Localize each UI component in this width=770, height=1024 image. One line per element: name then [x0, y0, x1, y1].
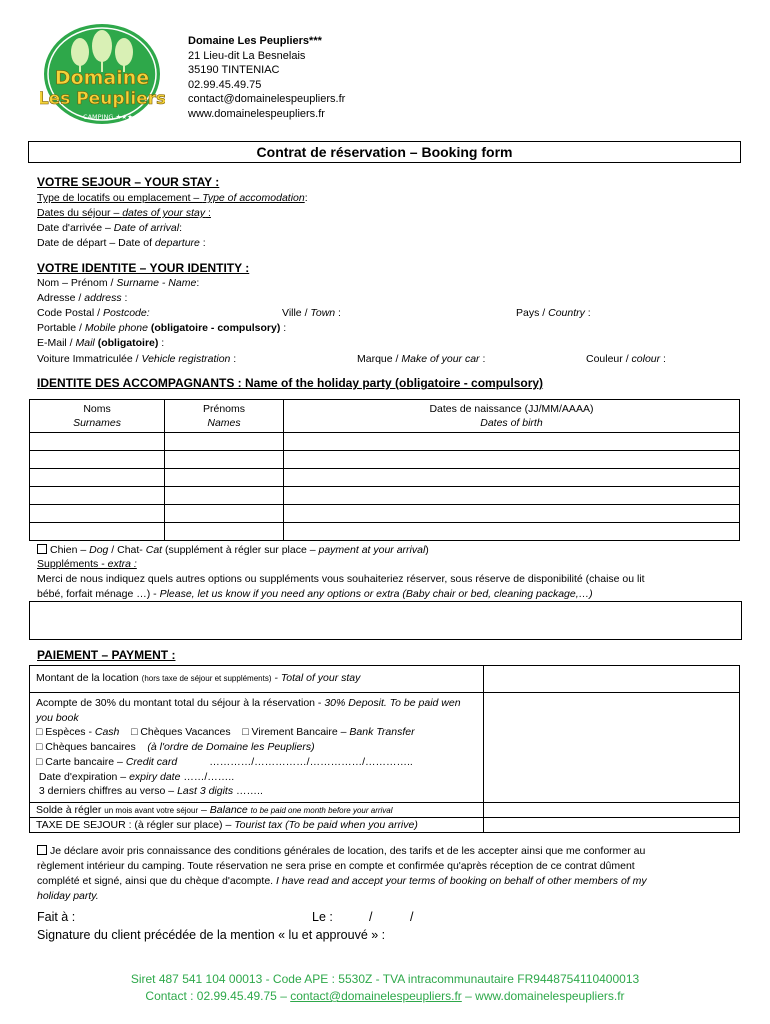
stay-heading: VOTRE SEJOUR – YOUR STAY : — [37, 175, 220, 189]
table-row[interactable] — [30, 433, 740, 451]
cell[interactable] — [30, 523, 165, 541]
town-field[interactable]: Ville / Town : — [282, 307, 341, 319]
mail-required: (obligatoire) — [97, 337, 159, 349]
rent-label — [30, 666, 484, 693]
declaration-text-2: règlement intérieur du camping. Toute réservation ne sera prise en compte et confirmée qu'après réception de ce contrat dûment — [37, 860, 635, 872]
cell[interactable] — [283, 433, 739, 451]
table-row[interactable] — [30, 469, 740, 487]
col-names-en: Names — [207, 417, 241, 429]
deposit-label-fr: Acompte de 30% du montant total du séjour à la réservation - — [36, 697, 325, 709]
address-line-1: 21 Lieu-dit La Besnelais — [188, 49, 306, 62]
pets-text-en: payment at your arrival — [318, 544, 426, 556]
declaration-line-3 — [37, 874, 647, 889]
car-make-field[interactable]: Marque / Make of your car : — [357, 353, 486, 365]
accommodation-type-field[interactable]: Type de locatifs ou emplacement – Type of accomodation: — [37, 192, 308, 204]
departure-label-en: departure — [154, 237, 200, 249]
balance-label-en: – Balance — [198, 803, 251, 816]
date-slash-1: / — [369, 910, 373, 924]
phone: 02.99.45.49.75 — [188, 78, 262, 91]
type-label-en: Type of accomodation — [202, 192, 305, 204]
digits-label-en: Last 3 digits — [177, 785, 234, 798]
vacances-option[interactable]: □ Chèques Vacances — [131, 726, 231, 739]
digits-field[interactable] — [36, 784, 477, 799]
expiry-label-en: expiry date — [129, 770, 181, 783]
declaration-line-1 — [37, 844, 647, 859]
form-title: Contrat de réservation – Booking form — [28, 141, 741, 163]
email-field[interactable]: E-Mail / Mail (obligatoire) : — [37, 337, 165, 349]
deposit-line — [36, 696, 477, 725]
payment-methods-row — [36, 725, 477, 740]
payment-heading: PAIEMENT – PAYMENT : — [37, 648, 176, 662]
card-label-fr: Carte bancaire – — [45, 755, 126, 768]
cell[interactable] — [165, 523, 284, 541]
declaration-text-3-fr: complété et signé, ainsi que du chèque d'acompte. — [37, 875, 276, 887]
postcode-label-en: Postcode: — [102, 307, 150, 319]
cash-label-en: Cash — [94, 726, 120, 739]
dates-label-fr: Dates du séjour – — [37, 207, 123, 219]
contact-block — [188, 34, 345, 121]
arrival-label-en: Date of arrival — [113, 222, 180, 234]
website[interactable]: www.domainelespeupliers.fr — [188, 107, 325, 120]
digits-dots: …….. — [233, 785, 263, 798]
extras-label-en: extra : — [107, 558, 137, 570]
cell[interactable] — [165, 487, 284, 505]
tax-label-fr: TAXE DE SEJOUR : (à régler sur place) – — [36, 818, 235, 831]
pets-text-c: (supplément à régler sur place – — [162, 544, 319, 556]
footer-contact — [0, 989, 770, 1003]
pets-dog: Dog — [89, 544, 109, 556]
footer-legal: Siret 487 541 104 00013 - Code APE : 5530Z - TVA intracommunautaire FR9448754110400013 — [130, 972, 640, 986]
extras-text-2 — [37, 588, 593, 600]
table-row[interactable] — [30, 487, 740, 505]
table-row — [30, 802, 740, 817]
extras-input-box[interactable] — [29, 601, 742, 640]
extras-text-2-fr: bébé, forfait ménage …) - — [37, 588, 160, 600]
make-label-en: Make of your car — [401, 353, 480, 365]
country-field[interactable]: Pays / Country : — [516, 307, 591, 319]
cash-label-fr: Espèces - — [45, 726, 95, 739]
col-birthdates — [283, 400, 739, 433]
party-heading: IDENTITE DES ACCOMPAGNANTS : Name of the holiday party (obligatoire - compulsory) — [37, 376, 544, 390]
cash-option[interactable]: □ Espèces - Cash — [36, 726, 120, 739]
camping-logo — [40, 22, 165, 127]
card-label-en: Credit card — [125, 755, 178, 768]
town-label-fr: Ville / — [282, 307, 311, 319]
cell[interactable] — [30, 505, 165, 523]
campsite-name: Domaine Les Peupliers*** — [188, 35, 322, 47]
tax-label-en: Tourist tax (To be paid when you arrive) — [234, 818, 418, 831]
extras-label — [37, 558, 137, 570]
table-row — [30, 666, 740, 693]
mobile-label-en: Mobile phone — [84, 322, 148, 334]
departure-label-fr: Date de départ – Date of — [37, 237, 155, 249]
logo-text-domaine: Domaine — [54, 67, 150, 89]
arrival-date-field[interactable]: Date d'arrivée – Date of arrival: — [37, 222, 182, 234]
cell[interactable] — [165, 451, 284, 469]
mobile-field[interactable]: Portable / Mobile phone (obligatoire - compulsory) : — [37, 322, 287, 334]
place-field[interactable]: Fait à : — [37, 910, 76, 924]
stay-dates-field[interactable]: Dates du séjour – dates of your stay : — [37, 207, 211, 219]
cell[interactable] — [30, 487, 165, 505]
identity-heading: VOTRE IDENTITE – YOUR IDENTITY : — [37, 261, 250, 275]
tax-value[interactable] — [484, 817, 740, 832]
cell[interactable] — [30, 469, 165, 487]
card-option[interactable]: □ Carte bancaire – Credit card …………/……………/……………/………….. — [36, 755, 413, 768]
cell[interactable] — [283, 451, 739, 469]
rent-value[interactable] — [484, 666, 740, 693]
pets-checkbox[interactable] — [37, 544, 47, 554]
mail-label-fr: E-Mail / — [37, 337, 76, 349]
cell[interactable] — [165, 469, 284, 487]
tax-label — [30, 817, 484, 832]
balance-label-small-en: to be paid one month before your arrival — [250, 805, 393, 815]
card-number-dots: …………/……………/……………/………….. — [209, 755, 413, 768]
country-label-fr: Pays / — [516, 307, 549, 319]
address-label-fr: Adresse / — [37, 292, 85, 304]
car-colour-field[interactable]: Couleur / colour : — [586, 353, 666, 365]
payment-table — [29, 665, 740, 833]
cell[interactable] — [165, 433, 284, 451]
vehicle-label-en: Vehicle registration — [141, 353, 231, 365]
cell[interactable] — [283, 469, 739, 487]
col-birthdates-en: Dates of birth — [480, 417, 543, 429]
cell[interactable] — [283, 523, 739, 541]
col-names-fr: Prénoms — [202, 403, 245, 415]
vehicle-label-fr: Voiture Immatriculée / — [37, 353, 142, 365]
name-field[interactable]: Nom – Prénom / Surname - Name: — [37, 277, 200, 289]
departure-date-field[interactable]: Date de départ – Date of departure : — [37, 237, 206, 249]
declaration-text-1: Je déclare avoir pris connaissance des conditions générales de location, des tarifs et de les accepter ainsi que me conformer au — [50, 845, 646, 857]
pets-option[interactable] — [37, 544, 429, 556]
cheque-label-en: (à l'ordre de Domaine les Peupliers) — [147, 741, 315, 754]
dates-label-en: dates of your stay — [122, 207, 206, 219]
cell[interactable] — [165, 505, 284, 523]
cell[interactable] — [30, 451, 165, 469]
type-label-fr: Type de locatifs ou emplacement – — [37, 192, 203, 204]
party-table — [29, 399, 740, 541]
deposit-label-en: 30% Deposit. To be paid wen you book — [36, 697, 461, 724]
name-label-fr: Nom – Prénom / — [37, 277, 117, 289]
deposit-block — [30, 693, 484, 803]
mail-label-en: Mail — [75, 337, 95, 349]
date-slash-2: / — [410, 910, 414, 924]
signature-mention: Signature du client précédée de la mention « lu et approuvé » : — [37, 928, 386, 942]
footer-phone: Contact : 02.99.45.49.75 – — [145, 989, 291, 1003]
postcode-label-fr: Code Postal / — [37, 307, 103, 319]
mobile-required: (obligatoire - compulsory) — [150, 322, 281, 334]
col-birthdates-fr: Dates de naissance (JJ/MM/AAAA) — [429, 403, 594, 415]
cheque-option[interactable]: □ Chèques bancaires (à l'ordre de Domaine les Peupliers) — [36, 741, 315, 754]
col-surnames-fr: Noms — [83, 403, 111, 415]
balance-label-small: un mois avant votre séjour — [104, 805, 199, 815]
vacances-label: Chèques Vacances — [140, 726, 231, 739]
pets-cat: Cat — [145, 544, 163, 556]
table-row — [30, 817, 740, 832]
rent-label-en: - Total of your stay — [271, 672, 361, 684]
table-row[interactable] — [30, 505, 740, 523]
footer-website: – www.domainelespeupliers.fr — [461, 989, 625, 1003]
country-label-en: Country — [548, 307, 585, 319]
address-label-en: address — [84, 292, 122, 304]
party-header-row — [30, 400, 740, 433]
declaration-text-4-en: holiday party. — [37, 890, 99, 902]
transfer-label-fr: Virement Bancaire – — [251, 726, 350, 739]
email[interactable]: contact@domainelespeupliers.fr — [188, 93, 346, 105]
mobile-label-fr: Portable / — [37, 322, 85, 334]
table-row[interactable] — [30, 523, 740, 541]
balance-value[interactable] — [484, 802, 740, 817]
pets-text-b: / Chat- — [108, 544, 146, 556]
declaration-checkbox[interactable] — [37, 845, 47, 855]
cheque-label-fr: Chèques bancaires — [45, 741, 136, 754]
transfer-label-en: Bank Transfer — [349, 726, 415, 739]
pets-text-a: Chien – — [50, 544, 90, 556]
balance-label-fr: Solde à régler — [36, 803, 105, 816]
digits-label-fr: 3 derniers chiffres au verso – — [38, 785, 178, 798]
logo-text-peupliers: Les Peupliers — [40, 89, 165, 109]
arrival-label-fr: Date d'arrivée – — [37, 222, 114, 234]
cell[interactable] — [283, 487, 739, 505]
colour-label-en: colour — [631, 353, 661, 365]
table-row — [30, 693, 740, 803]
footer-email-link[interactable]: contact@domainelespeupliers.fr — [290, 989, 462, 1003]
col-names — [165, 400, 284, 433]
pets-text-d: ) — [425, 544, 429, 556]
expiry-field[interactable] — [36, 770, 477, 785]
expiry-label-fr: Date d'expiration – — [38, 770, 130, 783]
address-line-2: 35190 TINTENIAC — [188, 64, 280, 76]
rent-label-fr: Montant de la location — [36, 672, 142, 684]
declaration-text-3-en: I have read and accept your terms of booking on behalf of other members of my — [276, 875, 647, 887]
rent-label-small: (hors taxe de séjour et suppléments) — [141, 674, 272, 683]
name-label-en: Surname - Name — [116, 277, 197, 289]
cell[interactable] — [283, 505, 739, 523]
balance-label — [30, 802, 484, 817]
col-surnames — [30, 400, 165, 433]
table-row[interactable] — [30, 451, 740, 469]
extras-text-2-en: Please, let us know if you need any options or extra (Baby chair or bed, cleaning package,…) — [159, 588, 593, 600]
col-surnames-en: Surnames — [73, 417, 121, 429]
date-field[interactable]: Le : — [312, 910, 333, 924]
vehicle-field[interactable]: Voiture Immatriculée / Vehicle registration : — [37, 353, 237, 365]
town-label-en: Town — [310, 307, 336, 319]
cell[interactable] — [30, 433, 165, 451]
colour-label-fr: Couleur / — [586, 353, 632, 365]
postcode-field[interactable] — [37, 307, 150, 319]
extras-text-1: Merci de nous indiquez quels autres options ou suppléments vous souhaiteriez réserver, sous réserve de disponibilité (chaise ou lit — [37, 573, 645, 585]
extras-label-fr: Suppléments - — [37, 558, 108, 570]
logo-text-camping: CAMPING ★★★ — [83, 113, 133, 121]
transfer-option[interactable]: □ Virement Bancaire – Bank Transfer — [242, 726, 415, 739]
address-field[interactable]: Adresse / address : — [37, 292, 128, 304]
deposit-value[interactable] — [484, 693, 740, 803]
make-label-fr: Marque / — [357, 353, 402, 365]
expiry-dots: ……/…….. — [180, 770, 235, 783]
declaration — [37, 844, 647, 904]
